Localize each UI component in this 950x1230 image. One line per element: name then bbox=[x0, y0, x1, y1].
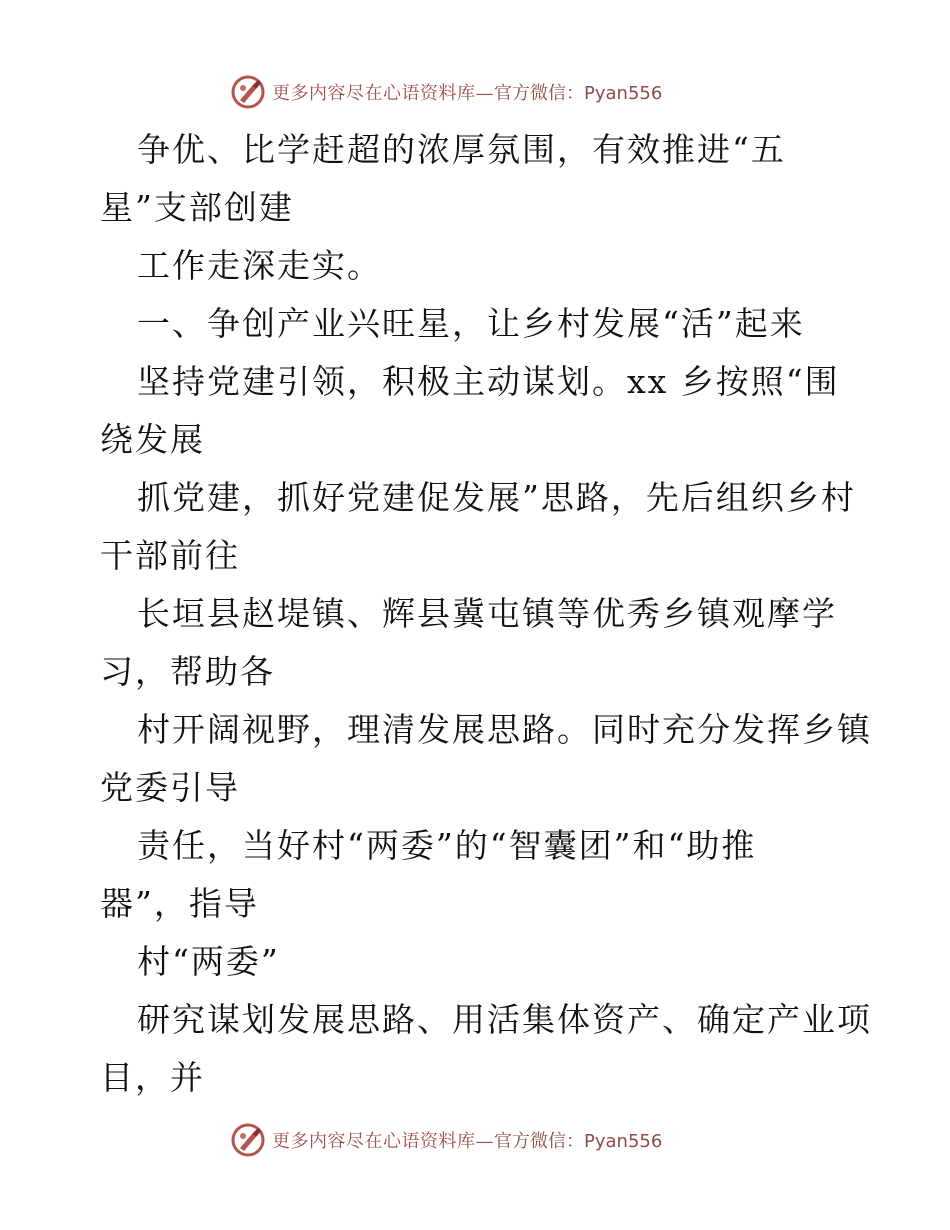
text-line: 责任，当好村“两委”的“智囊团”和“助推 bbox=[137, 826, 757, 865]
text-line: 村开阔视野，理清发展思路。同时充分发挥乡镇 bbox=[137, 710, 872, 749]
text-line: 抓党建，抓好党建促发展”思路，先后组织乡村 bbox=[137, 478, 856, 517]
section-heading: 一、争创产业兴旺星，让乡村发展“活”起来 bbox=[137, 304, 805, 343]
footer-banner bbox=[230, 1120, 710, 1160]
pen-logo-icon bbox=[230, 74, 266, 110]
header-banner bbox=[230, 72, 710, 112]
text-line: 长垣县赵堤镇、辉县冀屯镇等优秀乡镇观摩学 bbox=[137, 594, 837, 633]
text-line: 党委引导 bbox=[100, 768, 240, 807]
banner-wechat: 官方微信：Pyan556 bbox=[494, 83, 663, 104]
text-line: 工作走深走实。 bbox=[137, 246, 382, 285]
text-line: 干部前往 bbox=[100, 536, 240, 575]
banner-text: 更多内容尽在心语资料库— bbox=[272, 1131, 494, 1152]
text-line: 习，帮助各 bbox=[100, 652, 275, 691]
text-line: 星”支部创建 bbox=[100, 188, 294, 227]
banner-text: 更多内容尽在心语资料库— bbox=[272, 83, 494, 104]
text-line: 坚持党建引领，积极主动谋划。xx 乡按照“围 bbox=[137, 362, 840, 401]
text-line: 器”，指导 bbox=[100, 884, 259, 923]
text-line: 研究谋划发展思路、用活集体资产、确定产业项 bbox=[137, 1000, 872, 1039]
text-line: 绕发展 bbox=[100, 420, 205, 459]
text-line: 村“两委” bbox=[137, 942, 280, 981]
text-line: 目，并 bbox=[100, 1058, 205, 1097]
text-line: 争优、比学赶超的浓厚氛围，有效推进“五 bbox=[137, 130, 786, 169]
pen-logo-icon bbox=[230, 1122, 266, 1158]
banner-wechat: 官方微信：Pyan556 bbox=[494, 1131, 663, 1152]
